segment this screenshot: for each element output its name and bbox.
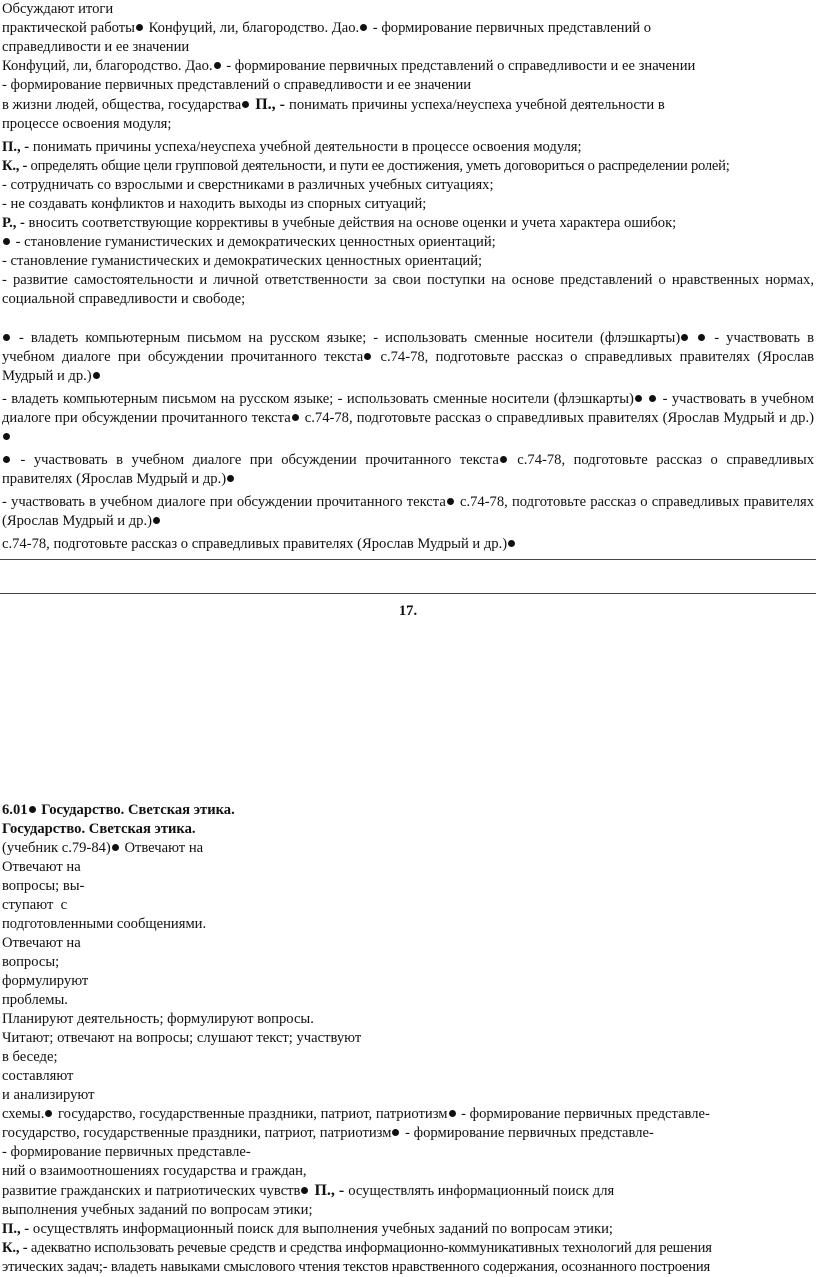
text-span: осуществлять информационный поиск для выполнения учебных заданий по вопросам этики; [32, 1221, 613, 1237]
bullet-icon [29, 806, 36, 813]
text-span: с.74-78, подготовьте рассказ о справедливых правителях (Ярослав Мудрый и др.) [2, 452, 814, 487]
text-span: государство, государственные праздники, патриот, патриотизм [2, 1125, 392, 1141]
text-span: определять общие цели групповой деятельности, и пути ее достижения, уметь договориться о распределении ролей; [30, 158, 730, 174]
bullet-icon [242, 101, 249, 108]
text-line: проблемы. [2, 992, 68, 1008]
text-line [2, 535, 814, 554]
text-span: - владеть компьютерным письмом на русском языке; - использовать сменные носители (флэшкарты) [12, 330, 681, 346]
text-line: Читают; отвечают на вопросы; слушают текст; участвуют [2, 1030, 362, 1046]
top-section [2, 0, 814, 309]
text-line [2, 138, 814, 157]
bullet-icon [635, 395, 642, 402]
text-span: вносить соответствующие коррективы в учебные действия на основе оценки и учета характера ошибок; [28, 215, 677, 231]
text-span: схемы. [2, 1106, 45, 1122]
text-span: - формирование первичных представлений о [369, 20, 652, 36]
bullet-icon [3, 456, 10, 463]
section-heading [2, 801, 814, 820]
text-span: - участвовать в учебном диалоге при обсуждении прочитанного текста [12, 452, 499, 468]
bullet-icon [3, 334, 10, 341]
text-span: - становление гуманистических и демократических ценностных ориентаций; [12, 234, 496, 250]
bullet-icon [93, 372, 100, 379]
text-span: практической работы [2, 20, 135, 36]
spacer [2, 560, 814, 593]
text-line [2, 157, 814, 176]
text-line [2, 1239, 814, 1258]
bullet-icon [500, 456, 507, 463]
label-bold: Р., - [2, 215, 29, 231]
text-line [2, 1220, 814, 1239]
text-line: и анализируют [2, 1087, 95, 1103]
label-bold: П., - [310, 1182, 349, 1199]
text-line: вопросы; [2, 954, 60, 970]
bullet-icon [360, 24, 367, 31]
text-line: подготовленными сообщениями. [2, 916, 207, 932]
spacer [2, 621, 814, 801]
label-bold: П., - [251, 96, 290, 113]
label-bold: К., - [2, 158, 31, 174]
text-span: осуществлять информационный поиск для [348, 1183, 615, 1199]
heading-number: 6.01 [2, 802, 28, 818]
spacer [2, 309, 814, 329]
page-number: 17. [398, 603, 418, 619]
bullet-icon [112, 844, 119, 851]
text-line: составляют [2, 1068, 74, 1084]
text-span: понимать причины успеха/неуспеха учебной деятельности в [289, 97, 665, 113]
label-bold: П., - [2, 139, 33, 155]
text-line [2, 57, 814, 76]
text-line: этических задач;- владеть навыками смыслового чтения текстов нравственного содержания, осознанного построения [2, 1259, 710, 1275]
text-line: вопросы; вы- [2, 878, 85, 894]
bullet-icon [214, 62, 221, 69]
text-line: - становление гуманистических и демократических ценностных ориентаций; [2, 253, 483, 269]
label-bold: К., - [2, 1240, 31, 1256]
text-line [2, 233, 814, 252]
text-span: с.74-78, подготовьте рассказ о справедливых правителях (Ярослав Мудрый и др.) [2, 349, 814, 384]
text-paragraph [2, 390, 814, 447]
bullet-icon [45, 1110, 52, 1117]
bullet-icon [153, 517, 160, 524]
text-line [2, 839, 814, 858]
text-span: - участвовать в учебном диалоге при обсуждении прочитанного текста [2, 330, 814, 365]
text-span: (учебник с.79-84) [2, 840, 111, 856]
text-line: формулируют [2, 973, 89, 989]
text-span: в жизни людей, общества, государства [2, 97, 242, 113]
bullet-icon [681, 334, 688, 341]
text-line [2, 1124, 814, 1143]
text-span: - формирование первичных представле- [457, 1106, 710, 1122]
text-span: с.74-78, подготовьте рассказ о справедливых правителях (Ярослав Мудрый и др.) [2, 536, 508, 552]
text-line: - не создавать конфликтов и находить выходы из спорных ситуаций; [2, 196, 427, 212]
label-bold: П., - [2, 1221, 33, 1237]
text-line [2, 95, 814, 115]
bullet-icon [364, 353, 371, 360]
bullet-icon [3, 238, 10, 245]
text-span: Конфуций, ли, благородство. Дао. [144, 20, 360, 36]
text-line [2, 214, 814, 233]
text-line: Отвечают на [2, 935, 81, 951]
text-line [2, 1181, 814, 1201]
bullet-icon [292, 414, 299, 421]
text-line: - формирование первичных представлений о справедливости и ее значении [2, 77, 472, 93]
text-line: процессе освоения модуля; [2, 116, 172, 132]
text-span: понимать причины успеха/неуспеха учебной деятельности в процессе освоения модуля; [32, 139, 582, 155]
text-span: адекватно использовать речевые средств и средства информационно-коммуникативных технологий для решения [30, 1240, 712, 1256]
text-line: ступают с [2, 897, 68, 913]
text-span: - участвовать в учебном диалоге при обсуждении прочитанного текста [2, 494, 446, 510]
heading-text: Государство. Светская этика. [2, 821, 196, 837]
text-line: - формирование первичных представле- [2, 1144, 251, 1160]
text-line: - сотрудничать со взрослыми и сверстниками в различных учебных ситуациях; [2, 177, 494, 193]
text-span: развитие гражданских и патриотических чувств [2, 1183, 301, 1199]
bullet-icon [447, 498, 454, 505]
bullet-icon [449, 1110, 456, 1117]
text-span: - участвовать в учебном диалоге при обсуждении прочитанного текста [2, 391, 814, 426]
text-line [2, 1105, 814, 1124]
bullet-icon [227, 475, 234, 482]
text-line: в беседе; [2, 1049, 58, 1065]
text-span: государство, государственные праздники, патриот, патриотизм [54, 1106, 448, 1122]
bullet-icon [301, 1187, 308, 1194]
text-line: Обсуждают итоги [2, 1, 114, 17]
text-paragraph: - развитие самостоятельности и личной ответственности за свои поступки на основе представлений о нравственных нормах, социальной справедливости и свободе; [2, 272, 814, 307]
text-line: Отвечают на [2, 859, 81, 875]
heading-text: Государство. Светская этика. [37, 802, 235, 818]
section-heading [2, 820, 814, 839]
bullet-icon [649, 395, 656, 402]
text-paragraph [2, 329, 814, 386]
bullet-icon [392, 1129, 399, 1136]
text-line: Планируют деятельность; формулируют вопросы. [2, 1011, 314, 1027]
horizontal-rule [0, 593, 816, 594]
text-line [2, 19, 814, 38]
middle-section [2, 329, 814, 554]
text-span: - формирование первичных представлений о справедливости и ее значении [222, 58, 696, 74]
text-span: с.74-78, подготовьте рассказ о справедливых правителях (Ярослав Мудрый и др.) [2, 494, 815, 529]
text-span: Отвечают на [120, 840, 204, 856]
text-span: - владеть компьютерным письмом на русском языке; - использовать сменные носители (флэшкарты) [2, 391, 634, 407]
bottom-section [2, 801, 814, 1277]
text-line: выполнения учебных заданий по вопросам этики; [2, 1202, 313, 1218]
bullet-icon [3, 433, 10, 440]
bullet-icon [136, 24, 143, 31]
bullet-icon [698, 334, 705, 341]
text-paragraph [2, 493, 814, 531]
text-span: с.74-78, подготовьте рассказ о справедливых правителях (Ярослав Мудрый и др.) [300, 410, 814, 426]
text-line: ний о взаимоотношениях государства и граждан, [2, 1163, 307, 1179]
text-line: справедливости и ее значении [2, 39, 190, 55]
bullet-icon [508, 540, 515, 547]
text-span: - формирование первичных представле- [401, 1125, 654, 1141]
text-paragraph [2, 451, 814, 489]
text-span: Конфуций, ли, благородство. Дао. [2, 58, 213, 74]
